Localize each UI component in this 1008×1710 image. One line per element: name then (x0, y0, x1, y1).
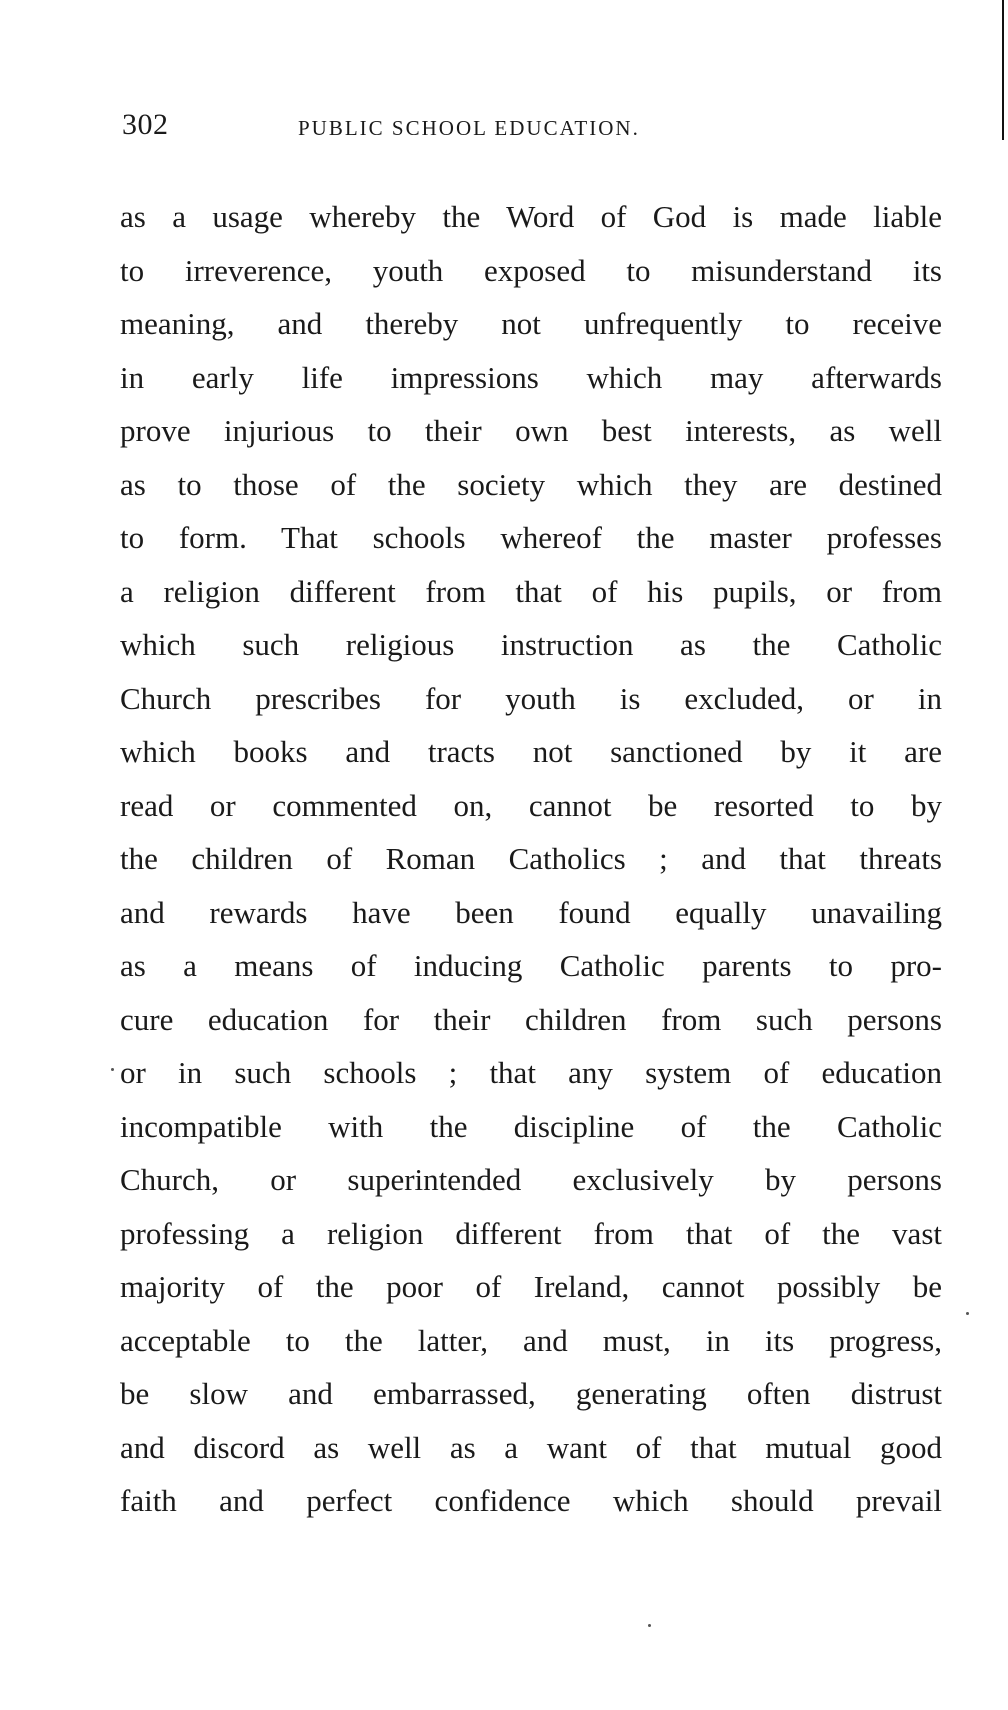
text-line: Church, or superintended exclusively by persons (120, 1162, 942, 1197)
text-line: be slow and embarrassed, generating often distrust (120, 1376, 942, 1411)
print-speck (111, 1068, 114, 1071)
text-line: faith and perfect confidence which should prevail (120, 1483, 942, 1518)
text-line: and discord as well as a want of that mutual good (120, 1429, 942, 1465)
text-line: Church prescribes for youth is excluded, or in (120, 680, 942, 716)
text-line: and rewards have been found equally unavailing (120, 894, 942, 930)
text-line: in early life impressions which may afterwards (120, 359, 942, 395)
text-line: as to those of the society which they are destined (120, 466, 942, 502)
print-speck (966, 1312, 969, 1315)
text-line: as a means of inducing Catholic parents to pro- (120, 948, 942, 983)
text-line: acceptable to the latter, and must, in its progress, (120, 1322, 942, 1358)
text-line: meaning, and thereby not unfrequently to receive (120, 306, 942, 341)
text-line: as a usage whereby the Word of God is made liable (120, 199, 942, 234)
text-line: which books and tracts not sanctioned by it are (120, 734, 942, 769)
text-line: or in such schools ; that any system of education (120, 1055, 942, 1090)
page-number: 302 (122, 108, 169, 141)
print-speck (648, 1624, 651, 1627)
text-line: which such religious instruction as the Catholic (120, 627, 942, 662)
text-line: incompatible with the discipline of the Catholic (120, 1108, 942, 1144)
text-line: professing a religion different from that of the vast (120, 1215, 942, 1251)
page-edge-rule (1002, 0, 1004, 140)
text-line: to irreverence, youth exposed to misunderstand its (120, 252, 942, 288)
text-line: read or commented on, cannot be resorted to by (120, 787, 942, 823)
text-line: the children of Roman Catholics ; and that threats (120, 841, 942, 876)
text-line: majority of the poor of Ireland, cannot possibly be (120, 1269, 942, 1304)
page-header (118, 108, 948, 148)
running-title: PUBLIC SCHOOL EDUCATION. (298, 116, 640, 140)
text-line: to form. That schools whereof the master professes (120, 520, 942, 555)
text-line: prove injurious to their own best interests, as well (120, 413, 942, 448)
text-line: a religion different from that of his pupils, or from (120, 573, 942, 609)
body-paragraph (120, 190, 942, 1528)
text-line: cure education for their children from such persons (120, 1001, 942, 1037)
